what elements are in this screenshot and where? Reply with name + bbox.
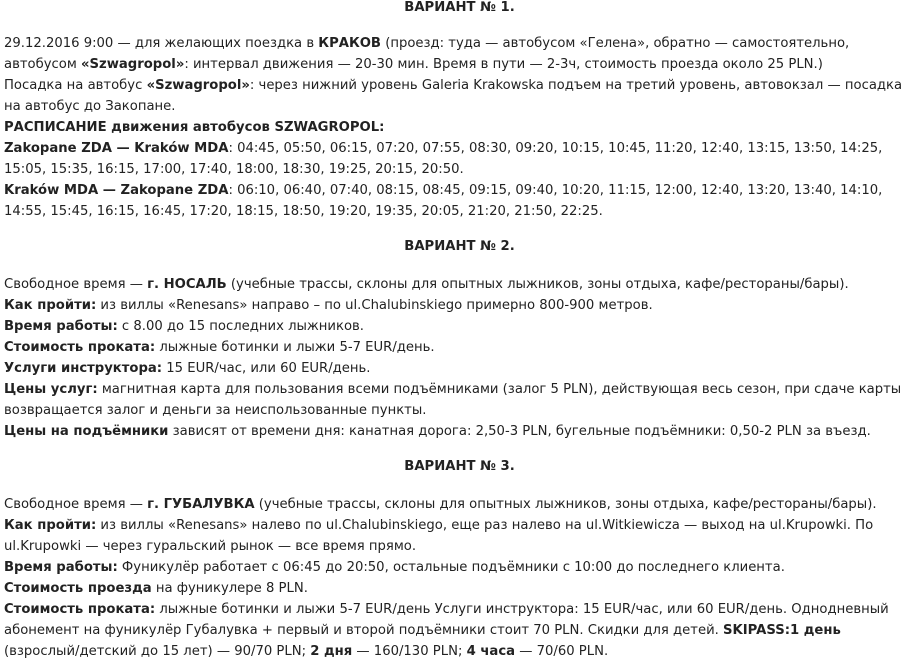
working-hours-gubalowka: [4, 557, 915, 578]
field-text: зависят от времени дня: канатная дорога: 2,50-3 PLN, бугельные подъёмники: 0,50-2 PLN за въезд.: [168, 424, 871, 439]
free-time-gubalowka: [4, 494, 915, 515]
krakow-bold: КРАКОВ: [318, 36, 381, 51]
bus-boarding-paragraph: [4, 75, 915, 117]
variant-3-heading: ВАРИАНТ № 3.: [404, 459, 515, 474]
working-hours-nosal: [4, 316, 915, 337]
route-label: Zakopane ZDA — Kraków MDA: [4, 141, 229, 156]
szwagropol-bold: «Szwagropol»: [81, 57, 185, 72]
route-label: Kraków MDA — Zakopane ZDA: [4, 183, 229, 198]
rental-cost-gubalowka: [4, 599, 915, 662]
field-text: — 160/130 PLN;: [352, 644, 467, 659]
rental-cost-nosal: [4, 337, 915, 358]
text: Посадка на автобус: [4, 78, 147, 93]
field-text: 15 EUR/час, или 60 EUR/день.: [162, 361, 371, 376]
field-label: Цены на подъёмники: [4, 424, 169, 439]
skipass-2-days: 2 дня: [310, 644, 353, 659]
how-to-get-nosal: [4, 295, 915, 316]
skipass-4-hours: 4 часа: [466, 644, 516, 659]
text: : интервал движения — 20-30 мин. Время в пути — 2-3ч, стоимость проезда около 25 PLN.): [184, 57, 823, 72]
field-text: лыжные ботинки и лыжи 5-7 EUR/день.: [155, 340, 435, 355]
field-label: Как пройти:: [4, 518, 97, 533]
field-label: Стоимость проезда: [4, 581, 152, 596]
text: : через нижний уровень Galeria Krakowska подъем на третий уровень, автовокзал — посадка на автобус до Закопане.: [4, 78, 903, 114]
schedule-title: [4, 117, 915, 138]
field-label: Стоимость проката:: [4, 340, 156, 355]
field-text: (взрослый/детский до 15 лет) — 90/70 PLN;: [4, 644, 311, 659]
text: (учебные трассы, склоны для опытных лыжников, зоны отдыха, кафе/рестораны/бары).: [226, 277, 849, 292]
route-zakopane-krakow: [4, 138, 915, 180]
field-text: Фуникулёр работает с 06:45 до 20:50, остальные подъёмники с 10:00 до последнего клиента.: [117, 560, 785, 575]
text: (проезд: туда — автобусом «Гелена», обратно — самостоятельно, автобусом: [4, 36, 850, 72]
field-label: Услуги инструктора:: [4, 361, 163, 376]
field-text: лыжные ботинки и лыжи 5-7 EUR/день Услуги инструктора: 15 EUR/час, или 60 EUR/день. Однодневный абонемент на фуникулёр Губалувка + первый и второй подъёмники стоит 70 PLN. Скидки для детей.: [4, 602, 889, 638]
field-text: на фуникулере 8 PLN.: [151, 581, 308, 596]
nosal-bold: г. НОСАЛЬ: [147, 277, 227, 292]
szwagropol-bold: «Szwagropol»: [146, 78, 250, 93]
variant-1-heading: ВАРИАНТ № 1.: [404, 0, 515, 15]
route-krakow-zakopane: [4, 180, 915, 222]
variant-2-heading: ВАРИАНТ № 2.: [404, 239, 515, 254]
field-label: Стоимость проката:: [4, 602, 156, 617]
instructor-services-nosal: [4, 358, 915, 379]
fare-gubalowka: [4, 578, 915, 599]
field-text: магнитная карта для пользования всеми подъёмниками (залог 5 PLN), действующая весь сезон, при сдаче карты возвращается залог и деньги за неиспользованные пункты.: [4, 382, 902, 418]
text: 29.12.2016 9:00 — для желающих поездка в: [4, 36, 319, 51]
lift-prices-nosal: [4, 421, 915, 442]
field-label: Время работы:: [4, 319, 118, 334]
field-label: Время работы:: [4, 560, 118, 575]
field-label: Цены услуг:: [4, 382, 98, 397]
field-text: с 8.00 до 15 последних лыжников.: [117, 319, 364, 334]
field-text: — 70/60 PLN.: [515, 644, 609, 659]
krakow-trip-paragraph: [4, 33, 915, 75]
text: (учебные трассы, склоны для опытных лыжников, зоны отдыха, кафе/рестораны/бары).: [254, 497, 877, 512]
gubalowka-bold: г. ГУБАЛУВКА: [147, 497, 255, 512]
field-text: из виллы «Renesans» налево по ul.Chalubinskiego, еще раз налево на ul.Witkiewicza — выход на ul.Krupowki. По ul.Krupowki — через гуральский рынок — все время прямо.: [4, 518, 874, 554]
route-times: : 04:45, 05:50, 06:15, 07:20, 07:55, 08:30, 09:20, 10:15, 10:45, 11:20, 12:40, 13:15, 13:50, 14:25, 15:05, 15:35, 16:15, 17:00, 17:40, 18:00, 18:30, 19:25, 20:15, 20:50.: [4, 141, 883, 177]
skipass-1-day: SKIPASS:1 день: [723, 623, 841, 638]
free-time-nosal: [4, 274, 915, 295]
field-label: Как пройти:: [4, 298, 97, 313]
route-times: : 06:10, 06:40, 07:40, 08:15, 08:45, 09:15, 09:40, 10:20, 11:15, 12:00, 12:40, 13:20, 13:40, 14:10, 14:55, 15:45, 16:15, 16:45, 17:20, 18:15, 18:50, 19:20, 19:35, 20:05, 21:20, 21:50, 22:25.: [4, 183, 883, 219]
text: Свободное время —: [4, 277, 148, 292]
field-text: из виллы «Renesans» направо – по ul.Chalubinskiego примерно 800-900 метров.: [96, 298, 653, 313]
how-to-get-gubalowka: [4, 515, 915, 557]
schedule-title-text: РАСПИСАНИЕ движения автобусов SZWAGROPOL:: [4, 120, 385, 135]
service-prices-nosal: [4, 379, 915, 421]
text: Свободное время —: [4, 497, 148, 512]
